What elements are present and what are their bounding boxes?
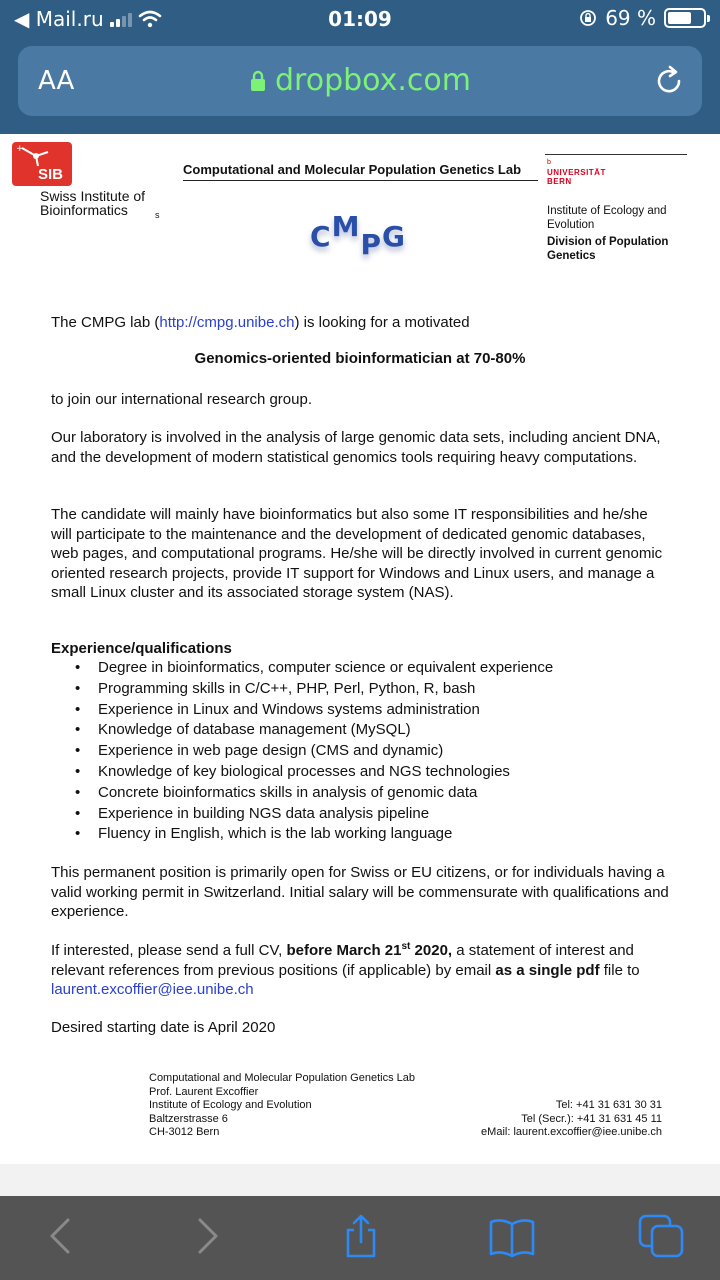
unibe-rule: [545, 154, 687, 155]
qualification-item: • Knowledge of database management (MySQL): [51, 720, 671, 741]
qualification-item: • Degree in bioinformatics, computer science or equivalent experience: [51, 658, 671, 679]
bottom-toolbar: [0, 1196, 720, 1280]
battery-percentage: 69 %: [605, 6, 656, 30]
sib-logo: [12, 142, 72, 186]
address-bar[interactable]: [18, 46, 702, 116]
qualification-item: • Fluency in English, which is the lab working language: [51, 824, 671, 845]
qualification-item: • Experience in Linux and Windows systems administration: [51, 700, 671, 721]
position-title: Genomics-oriented bioinformatician at 70-80%: [194, 350, 526, 367]
qualification-item: • Knowledge of key biological processes and NGS technologies: [51, 762, 671, 783]
sib-suffix: s: [155, 210, 160, 220]
share-icon[interactable]: [336, 1214, 386, 1258]
reload-icon[interactable]: [652, 64, 686, 98]
qualifications-heading: Experience/qualifications: [51, 640, 232, 657]
qualification-item: • Programming skills in C/C++, PHP, Perl, Python, R, bash: [51, 679, 671, 700]
lock-icon: [249, 70, 267, 92]
document-page: [0, 134, 720, 1164]
bookmarks-icon[interactable]: [487, 1214, 537, 1258]
address-domain[interactable]: [18, 63, 702, 98]
division-name: Division of Population Genetics: [547, 236, 669, 262]
qualifications-list: [51, 658, 671, 845]
back-to-app-link[interactable]: ◀ Mail.ru: [14, 7, 104, 31]
forward-icon[interactable]: [182, 1214, 232, 1258]
permanent-paragraph: This permanent position is primarily open for Swiss or EU citizens, or for individuals having a valid working permit in Switzerland. Initial salary will be commensurate with qualifications and experience.: [51, 864, 669, 920]
footer-contact: Tel: +41 31 631 30 31 Tel (Secr.): +41 31 631 45 11 eMail: laurent.excoffier@iee.unibe.ch: [481, 1099, 662, 1138]
email-link[interactable]: laurent.excoffier@iee.unibe.ch: [51, 981, 254, 998]
battery-icon: [664, 8, 706, 28]
browser-chrome: [0, 0, 720, 134]
sib-name: Swiss Institute of Bioinformatics: [40, 188, 146, 218]
clock: 01:09: [328, 7, 392, 31]
qualification-item: • Concrete bioinformatics skills in analysis of genomic data: [51, 783, 671, 804]
cmpg-logo: CMPG: [310, 210, 406, 261]
qualification-item: • Experience in building NGS data analysis pipeline: [51, 804, 671, 825]
domain-label: dropbox.com: [275, 63, 471, 98]
back-icon[interactable]: [36, 1214, 86, 1258]
candidate-paragraph: The candidate will mainly have bioinformatics but also some IT responsibilities and he/she will participate to the maintenance and the development of dedicated genomic databases, web pages, and computational programs. He/she will be directly involved in current genomic oriented research projects, provide IT support for Windows and Linux users, and manage a small Linux cluster and its associated storage system (NAS).: [51, 506, 663, 601]
unibe-b-mark: b: [547, 159, 551, 166]
unibe-logo: UNIVERSITÄT BERN: [547, 168, 606, 186]
apply-paragraph: If interested, please send a full CV, before March 21st 2020, a statement of interest and relevant references from previous positions (if applicable) by email as a single pdf file to laurent.excoffier@iee.unibe.ch: [51, 941, 640, 998]
cmpg-link[interactable]: http://cmpg.unibe.ch: [159, 314, 295, 331]
start-date: Desired starting date is April 2020: [51, 1019, 276, 1036]
status-bar: [0, 0, 720, 40]
svg-text:+: +: [16, 144, 24, 154]
tabs-icon[interactable]: [636, 1214, 686, 1258]
join-line: to join our international research group.: [51, 391, 312, 408]
footer-address: Computational and Molecular Population Genetics Lab Prof. Laurent Excoffier Institute of Ecology and Evolution Baltzerstrasse 6 CH-3012 Bern: [149, 1072, 415, 1138]
lab-paragraph: Our laboratory is involved in the analysis of large genomic data sets, including ancient DNA, and the development of modern statistical genomics tools requiring heavy computations.: [51, 429, 661, 466]
qualifications-list-wrap: [51, 658, 671, 845]
sib-logo-text: SIB: [38, 166, 64, 183]
sib-emblem-icon: [14, 142, 54, 168]
text-size-button[interactable]: AA: [38, 66, 75, 96]
orientation-lock-icon: [579, 9, 597, 27]
qualification-item: • Experience in web page design (CMS and dynamic): [51, 741, 671, 762]
intro-line: The CMPG lab (http://cmpg.unibe.ch) is looking for a motivated: [51, 314, 470, 331]
institute-name: Institute of Ecology and Evolution: [547, 205, 667, 231]
page-bottom-gap: [0, 1164, 720, 1196]
lab-name-header: Computational and Molecular Population Genetics Lab: [183, 162, 538, 181]
